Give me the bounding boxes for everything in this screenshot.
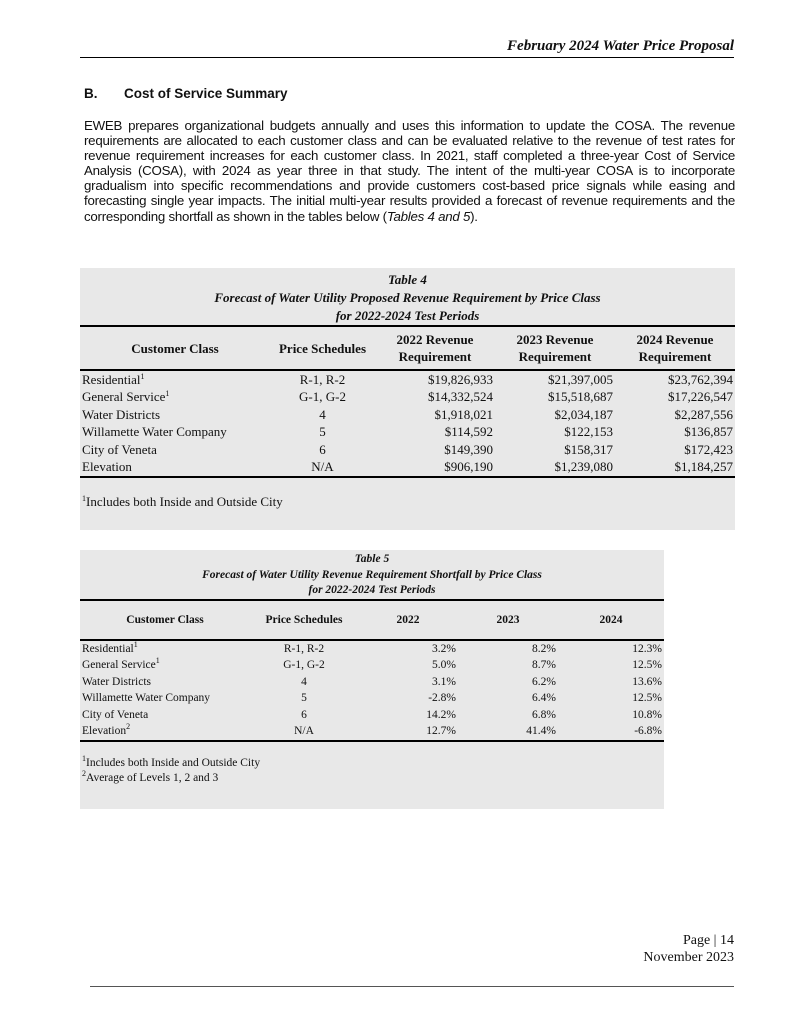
paragraph-end: ). xyxy=(470,208,478,224)
table-row: General Service$^1$ G-1, G-2 5.0% 8.7% 12.5% xyxy=(82,656,662,672)
table-4-title: Forecast of Water Utility Proposed Revenue Requirement by Price Class xyxy=(214,290,601,305)
table-4-footnotes xyxy=(80,494,735,510)
document-header-title: February 2024 Water Price Proposal xyxy=(507,38,734,54)
table-4 xyxy=(80,268,735,530)
table-4-caption xyxy=(80,268,735,325)
table-5 xyxy=(80,550,664,809)
table-reference: Tables 4 and 5 xyxy=(386,208,471,224)
col-header-2022: 2022 xyxy=(358,600,458,640)
section-title: Cost of Service Summary xyxy=(124,86,288,101)
col-header-2023: 2023 xyxy=(458,600,558,640)
table-4-header-row xyxy=(80,326,735,370)
col-header-2024: 2024 xyxy=(558,600,664,640)
table-5-caption xyxy=(80,550,664,599)
table-row: General Service$^1$ G-1, G-2 $14,332,524 $15,518,687 $17,226,547 xyxy=(82,389,733,405)
table-5-header-row xyxy=(80,600,664,640)
section-heading xyxy=(84,86,288,101)
table-row: Elevation N/A $906,190 $1,239,080 $1,184,257 xyxy=(80,459,735,478)
section-letter: B. xyxy=(84,86,98,101)
table-5-number: Table 5 xyxy=(354,553,390,565)
footer-divider xyxy=(90,986,734,987)
body-paragraph xyxy=(84,118,735,224)
table-row: Water Districts 4 $1,918,021 $2,034,187 $2,287,556 xyxy=(82,406,733,422)
table-4-subtitle: for 2022-2024 Test Periods xyxy=(335,308,480,323)
table-row: City of Veneta 6 $149,390 $158,317 $172,423 xyxy=(82,441,733,457)
col-header-price-schedules: Price Schedules xyxy=(270,326,375,370)
col-header-2022: 2022 Revenue Requirement xyxy=(375,326,495,370)
table-5-footnotes xyxy=(80,753,664,786)
table-row: City of Veneta 6 14.2% 6.8% 10.8% xyxy=(82,708,662,721)
paragraph-text: EWEB prepares organizational budgets annually and uses this information to update the COSA. The revenue requirements are allocated to each customer class and can be evaluated relative to the revenue of test rates for revenue requirement increases for each customer class. In 2021, staff completed a three-year Cost of Service Analysis (COSA), with 2024 as year three in that study. The intent of the multi-year COSA is to incorporate gradualism into specific recommendations and provide customers cost-based price signals while easing and forecasting single year impacts. The initial multi-year results provided a forecast of revenue requirements and the corresponding shortfall as shown in the tables below ( xyxy=(84,118,735,224)
footnote: $^1$Includes both Inside and Outside City xyxy=(82,753,261,769)
table-row: Water Districts 4 3.1% 6.2% 13.6% xyxy=(82,675,662,688)
table-row: Willamette Water Company 5 $114,592 $122,153 $136,857 xyxy=(82,424,733,440)
footer-date: November 2023 xyxy=(643,950,734,965)
table-row: Willamette Water Company 5 -2.8% 6.4% 12.5% xyxy=(82,692,662,705)
table-row: Elevation$^2$ N/A 12.7% 41.4% -6.8% xyxy=(80,723,664,741)
table-4-grid xyxy=(80,325,735,478)
col-header-price-schedules: Price Schedules xyxy=(250,600,358,640)
table-4-number: Table 4 xyxy=(388,272,427,287)
col-header-2023: 2023 Revenue Requirement xyxy=(495,326,615,370)
table-5-subtitle: for 2022-2024 Test Periods xyxy=(308,584,436,596)
table-5-grid xyxy=(80,599,664,742)
footnote: $^1$Includes both Inside and Outside City xyxy=(82,494,283,509)
page-number: Page | 14 xyxy=(682,933,734,948)
footnote: $^2$Average of Levels 1, 2 and 3 xyxy=(82,768,219,784)
col-header-2024: 2024 Revenue Requirement xyxy=(615,326,735,370)
col-header-customer-class: Customer Class xyxy=(80,326,270,370)
table-row: Residential$^1$ R-1, R-2 $19,826,933 $21,397,005 $23,762,394 xyxy=(82,371,733,387)
table-5-title: Forecast of Water Utility Revenue Requirement Shortfall by Price Class xyxy=(202,568,542,581)
header-divider xyxy=(80,57,734,58)
table-row: Residential$^1$ R-1, R-2 3.2% 8.2% 12.3% xyxy=(82,639,662,655)
page-footer xyxy=(643,932,734,966)
col-header-customer-class: Customer Class xyxy=(80,600,250,640)
